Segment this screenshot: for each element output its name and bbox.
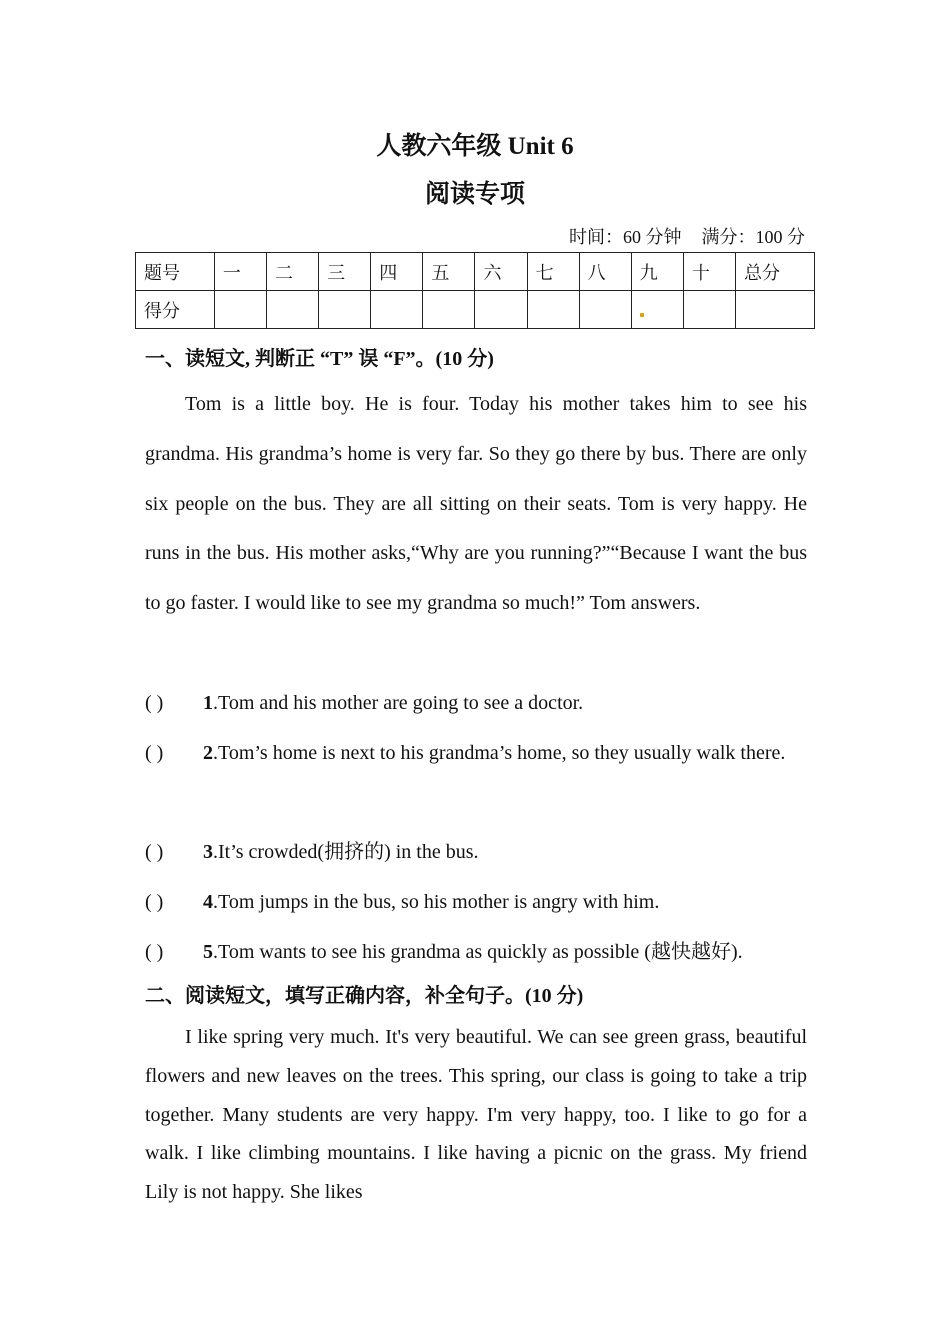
score-blank-cell xyxy=(579,291,631,329)
score-blank-cell xyxy=(527,291,579,329)
score-cell: 二 xyxy=(267,253,319,291)
score-blank-cell xyxy=(267,291,319,329)
score-cell: 九 xyxy=(631,253,683,291)
score-blank-cell xyxy=(683,291,735,329)
question-text: .Tom and his mother are going to see a doctor. xyxy=(213,692,584,714)
question-number: 3 xyxy=(203,841,213,863)
question-3 xyxy=(145,828,810,878)
score-table-header-row xyxy=(136,253,815,291)
time-limit: 时间：60 分钟 xyxy=(569,227,682,247)
question-4 xyxy=(145,878,810,928)
answer-blank[interactable]: ( ) xyxy=(145,692,164,714)
score-cell: 七 xyxy=(527,253,579,291)
score-row-label: 得分 xyxy=(136,291,215,329)
full-score: 满分：100 分 xyxy=(701,227,805,247)
page-title: 人教六年级 Unit 6 xyxy=(376,133,574,160)
score-cell: 六 xyxy=(475,253,527,291)
question-5 xyxy=(145,928,810,978)
question-number: 4 xyxy=(203,891,213,913)
question-text: .Tom wants to see his grandma as quickly as possible (越快越好). xyxy=(213,941,743,963)
section-2-passage xyxy=(145,1018,807,1212)
score-cell: 总分 xyxy=(736,253,815,291)
score-cell: 八 xyxy=(579,253,631,291)
question-text: .It’s crowded(拥挤的) in the bus. xyxy=(213,841,479,863)
passage-text: I like spring very much. It's very beautiful. We can see green grass, beautiful flowers and new leaves on the trees. This spring, our class is going to take a trip together. Many students are very happy. I'm very happy, too. I like to go for a walk. I like climbing mountains. I like having a picnic on the grass. My friend Lily is not happy. She likes xyxy=(145,1026,807,1204)
score-cell: 十 xyxy=(683,253,735,291)
question-1 xyxy=(145,679,810,729)
answer-blank[interactable]: ( ) xyxy=(145,891,164,913)
question-number: 5 xyxy=(203,941,213,963)
passage-text: Tom is a little boy. He is four. Today his mother takes him to see his grandma. His grandma’s home is very far. So they go there by bus. There are only six people on the bus. They are all sitting on their seats. Tom is very happy. He runs in the bus. His mother asks,“Why are you running?”“Because I want the bus to go faster. I would like to see my grandma so much!” Tom answers. xyxy=(145,393,807,615)
score-cell: 一 xyxy=(214,253,266,291)
question-number: 1 xyxy=(203,692,213,714)
answer-blank[interactable]: ( ) xyxy=(145,841,164,863)
question-text: .Tom jumps in the bus, so his mother is angry with him. xyxy=(213,891,660,913)
answer-blank[interactable]: ( ) xyxy=(145,941,164,963)
section-1-passage xyxy=(145,380,807,629)
score-blank-cell xyxy=(214,291,266,329)
score-cell: 三 xyxy=(319,253,371,291)
question-number: 2 xyxy=(203,742,213,764)
exam-meta xyxy=(569,223,805,249)
score-blank-cell xyxy=(371,291,423,329)
score-cell: 题号 xyxy=(136,253,215,291)
section-2-heading: 二、阅读短文，填写正确内容，补全句子。(10 分) xyxy=(145,985,584,1007)
page-subtitle: 阅读专项 xyxy=(424,181,525,208)
score-table xyxy=(135,252,815,329)
score-table-score-row xyxy=(136,291,815,329)
score-blank-cell xyxy=(631,291,683,329)
score-blank-cell xyxy=(736,291,815,329)
answer-blank[interactable]: ( ) xyxy=(145,742,164,764)
section-1-heading: 一、读短文, 判断正 “T” 误 “F”。(10 分) xyxy=(145,348,494,370)
score-blank-cell xyxy=(319,291,371,329)
score-blank-cell xyxy=(475,291,527,329)
score-cell: 四 xyxy=(371,253,423,291)
question-2 xyxy=(145,729,810,779)
score-blank-cell xyxy=(423,291,475,329)
question-text: .Tom’s home is next to his grandma’s home, so they usually walk there. xyxy=(213,742,786,764)
stray-mark xyxy=(640,313,644,317)
score-cell: 五 xyxy=(423,253,475,291)
